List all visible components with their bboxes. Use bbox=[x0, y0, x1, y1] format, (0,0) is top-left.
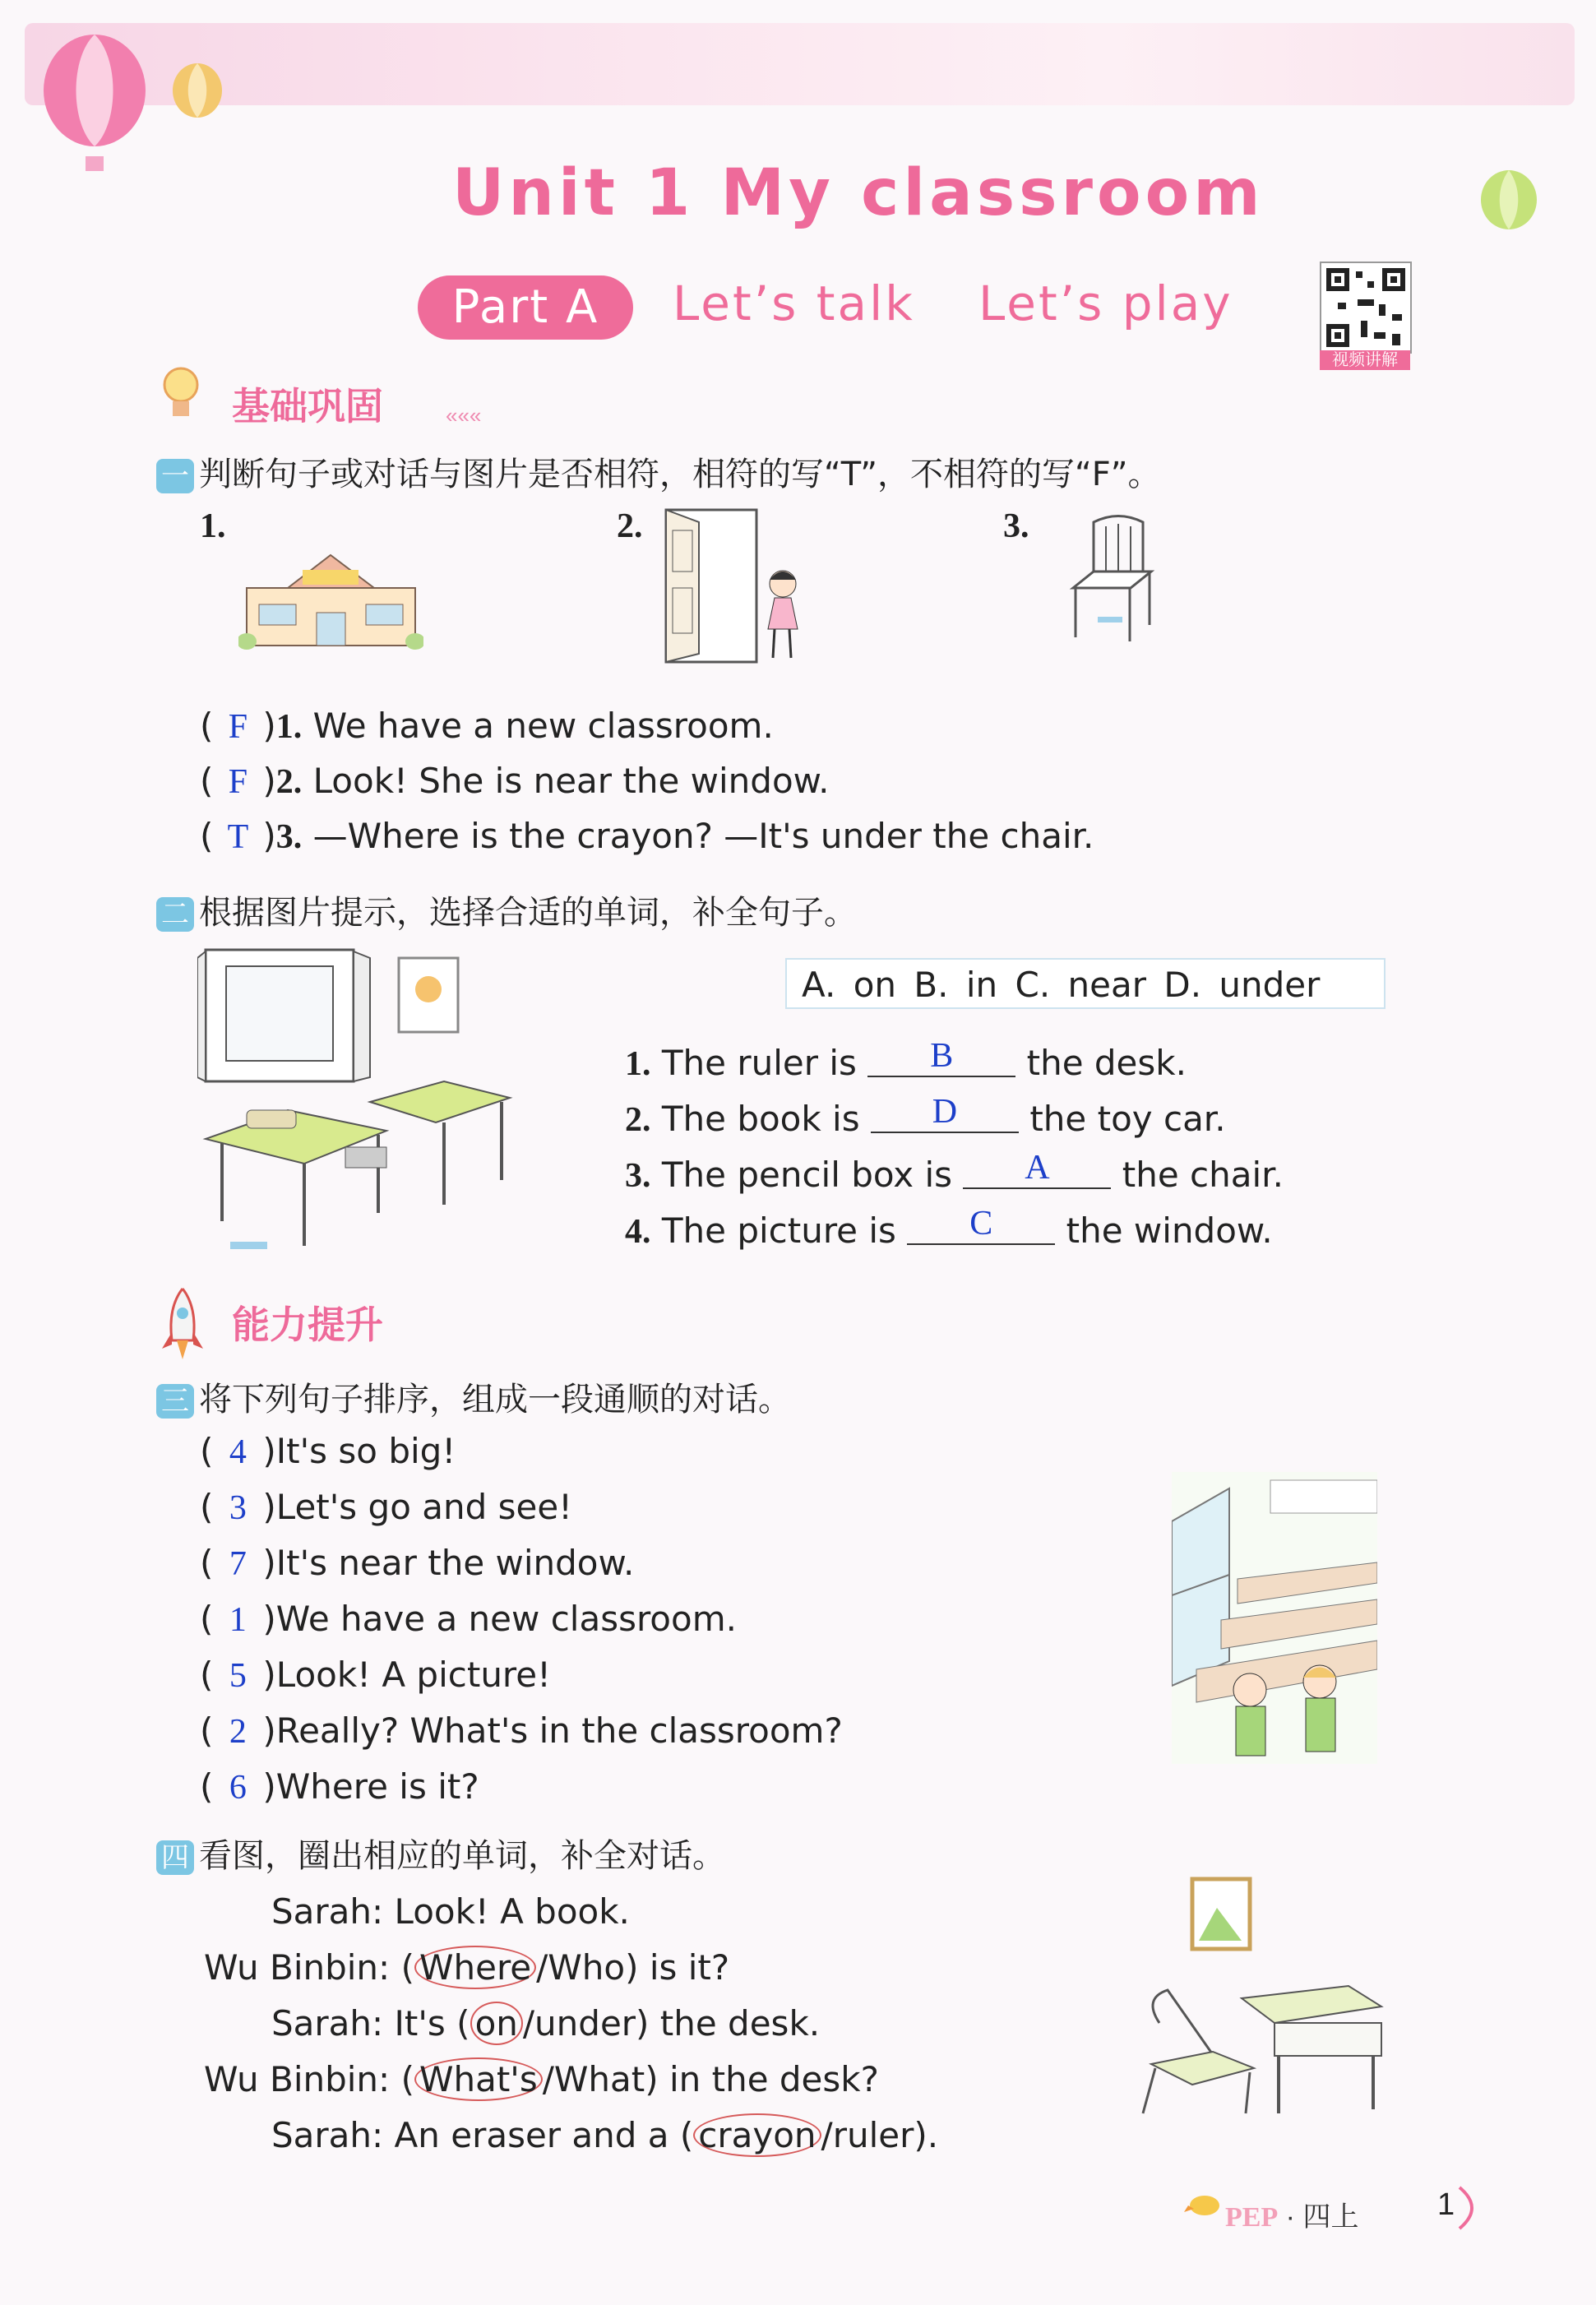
q3-item-5: ( 5 )Look! A picture! bbox=[200, 1655, 551, 1695]
circled-word-where[interactable]: Where bbox=[414, 1946, 536, 1989]
q2-blank-4[interactable]: C bbox=[907, 1204, 1055, 1245]
word-options-box: A. on B. in C. near D. under bbox=[785, 958, 1386, 1009]
q4-line-2: Wu Binbin: ( Where /Who) is it? bbox=[204, 1947, 730, 1988]
picture-label-2: 2. bbox=[617, 507, 643, 545]
desk-picture-image bbox=[1135, 1875, 1390, 2122]
q4-line-4: Wu Binbin: ( What's /What) in the desk? bbox=[204, 2059, 879, 2099]
classroom-children-image bbox=[1172, 1472, 1377, 1764]
door-girl-image bbox=[658, 506, 814, 666]
q1-item-3: ( T )3. —Where is the crayon? —It's under the chair. bbox=[200, 816, 1094, 856]
qr-caption: 视频讲解 bbox=[1320, 350, 1410, 370]
q2-blank-1[interactable]: B bbox=[867, 1036, 1015, 1077]
circled-word-whats[interactable]: What's bbox=[414, 2057, 543, 2101]
q4-line-3: Sarah: It's ( on /under) the desk. bbox=[271, 2003, 821, 2043]
top-banner bbox=[25, 23, 1575, 105]
q4-instruction: 四 看图，圈出相应的单词，补全对话。 bbox=[156, 1830, 725, 1877]
q3-item-3: ( 7 )It's near the window. bbox=[200, 1543, 635, 1583]
picture-label-3: 3. bbox=[1003, 507, 1029, 545]
q4-line-1: Sarah: Look! A book. bbox=[271, 1891, 630, 1932]
q1-instruction: 一 判断句子或对话与图片是否相符，相符的写“T”，不相符的写“F”。 bbox=[156, 448, 1160, 495]
small-balloon-icon bbox=[169, 62, 226, 136]
q3-item-6: ( 2 )Really? What's in the classroom? bbox=[200, 1710, 843, 1751]
chair-image bbox=[1061, 514, 1176, 646]
subtitle-play: Let’s play bbox=[978, 275, 1233, 331]
circled-word-crayon[interactable]: crayon bbox=[693, 2113, 821, 2157]
q2-item-3: 3. The pencil box is A the chair. bbox=[625, 1149, 1284, 1195]
q3-instruction: 三 将下列句子排序，组成一段通顺的对话。 bbox=[156, 1373, 791, 1420]
section-heading-basic: 基础巩固 bbox=[232, 384, 383, 428]
green-balloon-icon bbox=[1476, 169, 1542, 251]
chevrons-decoration: ««« bbox=[446, 403, 482, 428]
qr-code-icon bbox=[1321, 263, 1410, 352]
q3-item-1: ( 4 )It's so big! bbox=[200, 1431, 456, 1471]
q4-line-5: Sarah: An eraser and a ( crayon /ruler). bbox=[271, 2115, 939, 2155]
q3-item-4: ( 1 )We have a new classroom. bbox=[200, 1599, 737, 1639]
page-title: Unit 1 My classroom bbox=[452, 156, 1265, 230]
q2-item-4: 4. The picture is C the window. bbox=[625, 1205, 1273, 1251]
picture-label-1: 1. bbox=[200, 507, 226, 545]
q1-item-2: ( F )2. Look! She is near the window. bbox=[200, 761, 830, 801]
part-label: Part A bbox=[418, 275, 633, 340]
page-number: 1 bbox=[1437, 2187, 1455, 2222]
q2-instruction: 二 根据图片提示，选择合适的单词，补全句子。 bbox=[156, 886, 857, 933]
page-corner-arc bbox=[1455, 2183, 1488, 2233]
q1-item-1: ( F )1. We have a new classroom. bbox=[200, 706, 774, 746]
school-building-image bbox=[238, 547, 423, 654]
q2-blank-2[interactable]: D bbox=[871, 1092, 1019, 1133]
q2-item-1: 1. The ruler is B the desk. bbox=[625, 1037, 1187, 1083]
subtitle-talk: Let’s talk bbox=[673, 275, 915, 331]
footer-label: PEP · 四上 bbox=[1225, 2201, 1359, 2233]
circled-word-on[interactable]: on bbox=[470, 2002, 523, 2045]
section-heading-advanced: 能力提升 bbox=[232, 1303, 383, 1347]
q3-item-7: ( 6 )Where is it? bbox=[200, 1766, 479, 1807]
classroom-desks-image bbox=[197, 942, 526, 1258]
rocket-icon bbox=[160, 1287, 206, 1361]
q2-blank-3[interactable]: A bbox=[963, 1148, 1111, 1189]
hot-air-balloon-icon bbox=[33, 33, 156, 181]
q2-item-2: 2. The book is D the toy car. bbox=[625, 1093, 1226, 1139]
q3-item-2: ( 3 )Let's go and see! bbox=[200, 1487, 573, 1527]
bird-icon bbox=[1184, 2187, 1225, 2220]
lightbulb-icon bbox=[156, 362, 206, 424]
qr-code[interactable] bbox=[1320, 262, 1412, 354]
